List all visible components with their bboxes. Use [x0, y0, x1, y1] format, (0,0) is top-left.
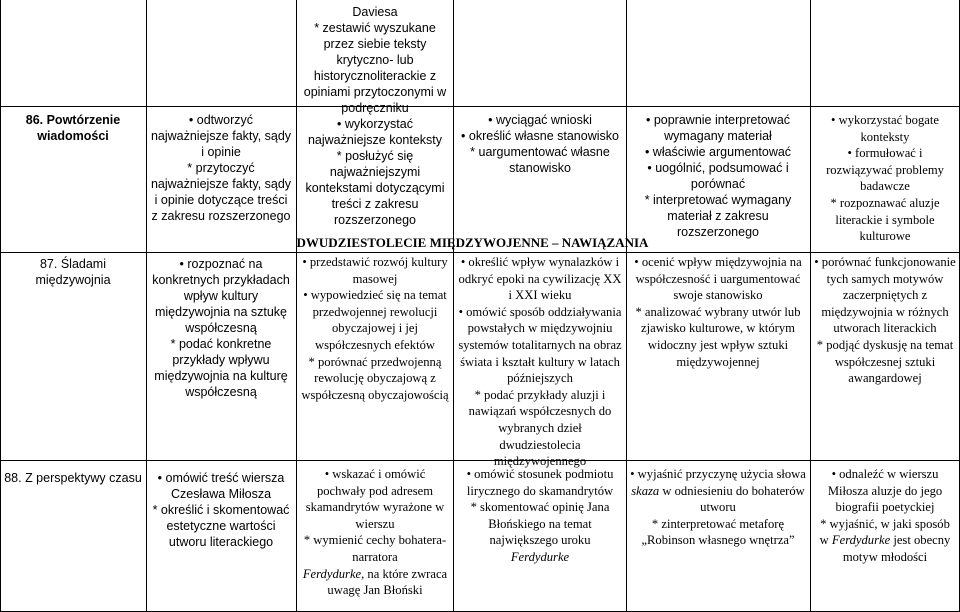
objective-item: [630, 466, 806, 516]
objectives-cell: [630, 254, 806, 370]
objective-item: * podjąć dyskusję na temat współczesnej sztuki awangardowej: [816, 337, 954, 386]
topic-title: 88. Z perspektywy czasu: [4, 471, 142, 485]
objective-item: * porównać przedwojenną rewolucję obyczajową z współczesną obyczajowością: [301, 354, 449, 402]
objective-text: w odniesieniu do bohaterów utworu: [662, 483, 805, 515]
objective-item: • omówić sposób oddziaływania powstałych w międzywojniu systemów totalitarnych na obraz świata i kształt kultury w latach późniejszych: [457, 304, 623, 387]
objective-item: * zestawić wyszukane przez siebie teksty krytyczno- lub historycznoliterackie z opiniami przytoczonymi w podręczniku: [303, 21, 447, 115]
objective-text: jest obecny motyw młodości: [842, 533, 951, 564]
topic-cell: [4, 112, 142, 144]
objective-item: * interpretować wymagany materiał z zakresu rozszerzonego: [644, 193, 792, 239]
objective-item: • porównać funkcjonowanie tych samych motywów zaczerpniętych z międzywojnia w różnych utworach literackich: [814, 254, 956, 337]
book-title: Ferdydurke: [831, 533, 891, 548]
row-divider: [0, 106, 296, 107]
topic-title: 87. Śladami międzywojnia: [35, 257, 111, 287]
objective-item: • poprawnie interpretować wymagany materiał: [630, 112, 806, 144]
column-divider: [296, 0, 297, 612]
column-divider: [0, 0, 1, 612]
objective-item: • odtworzyć najważniejsze fakty, sądy i opinie: [150, 112, 292, 160]
objective-item: [300, 566, 450, 599]
column-divider: [626, 0, 627, 612]
objective-item: • określić własne stanowisko: [457, 128, 623, 144]
objective-item: • odnaleźć w wierszu Miłosza aluzje do jego biografii poetyckiej: [814, 466, 956, 516]
objective-item: • formułować i rozwiązywać problemy badawcze: [814, 145, 956, 195]
objective-item: • wykorzystać bogate konteksty: [814, 112, 956, 145]
objective-item: * zinterpretować metaforę „Robinson własnego wnętrza”: [641, 516, 795, 548]
topic-cell: [4, 470, 142, 486]
objective-item: • przedstawić rozwój kultury masowej: [300, 254, 450, 287]
book-title: Ferdydurke: [510, 549, 570, 564]
objective-item: • właściwie argumentować: [630, 144, 806, 160]
objectives-cell: [814, 466, 956, 566]
objective-item: * skomentować opinię Jana Błońskiego na temat największego uroku: [470, 500, 610, 548]
quoted-word: skaza: [631, 483, 660, 498]
objective-item: • wypowiedzieć się na temat przedwojennej rewolucji obyczajowej i jej współczesnych efektów: [300, 287, 450, 353]
objective-item: * podać konkretne przykłady wpływu międzywojnia na kulturę współczesną: [154, 337, 288, 399]
objectives-cell: [457, 112, 623, 176]
objectives-cell: [814, 254, 956, 387]
objective-item: • wyciągać wnioski: [457, 112, 623, 128]
objectives-cell: [150, 470, 292, 550]
objective-item: • określić wpływ wynalazków i odkryć epoki na cywilizację XX i XXI wieku: [457, 254, 623, 304]
topic-cell: [4, 256, 142, 288]
objective-item: • wskazać i omówić pochwały pod adresem skamandrytów wyrażone w wierszu: [300, 466, 450, 532]
objectives-cell: [150, 256, 292, 400]
row-divider: [0, 252, 960, 253]
objectives-cell: [300, 4, 450, 228]
objective-item: * analizować wybrany utwór lub zjawisko kulturowe, w którym widoczny jest wpływ sztuki międzywojennej: [635, 304, 801, 369]
book-title: Ferdydurke: [302, 566, 362, 581]
column-divider: [810, 0, 811, 612]
objective-item: • omówić stosunek podmiotu lirycznego do skamandrytów: [457, 466, 623, 499]
objectives-cell: [630, 112, 806, 240]
objectives-cell: [300, 254, 450, 403]
objectives-cell: [814, 112, 956, 245]
objective-item: * rozpoznawać aluzje literackie i symbole kulturowe: [830, 195, 940, 244]
objective-item: • omówić treść wiersza Czesława Miłosza: [150, 470, 292, 502]
objective-item: • rozpoznać na konkretnych przykładach wpływ kultury międzywojnia na sztukę współczesną: [150, 256, 292, 336]
column-divider: [453, 0, 454, 612]
column-divider: [146, 0, 147, 612]
objective-item: * posłużyć się najważniejszymi kontekstami dotyczącymi treści z zakresu rozszerzonego: [305, 149, 445, 227]
objective-item: • ocenić wpływ międzywojnia na współczesność i uargumentować swoje stanowisko: [630, 254, 806, 304]
objective-item: • wykorzystać najważniejsze konteksty: [300, 116, 450, 148]
objectives-cell: [457, 466, 623, 566]
objective-item: * określić i skomentować estetyczne wartości utworu literackiego: [152, 503, 290, 549]
objective-item: * uargumentować własne stanowisko: [470, 145, 610, 175]
objective-item: * przytoczyć najważniejsze fakty, sądy i opinie dotyczące treści z zakresu rozszerzonego: [150, 161, 292, 223]
objective-item: • uogólnić, podsumować i porównać: [630, 160, 806, 192]
objectives-cell: [457, 254, 623, 470]
objective-item: [814, 516, 956, 566]
objective-item: * podać przykłady aluzji i nawiązań współczesnych do wybranych dzieł dwudziestolecia międzywojennego: [468, 387, 612, 469]
objectives-cell: [630, 466, 806, 549]
section-heading: DWUDZIESTOLECIE MIĘDZYWOJENNE – NAWIĄZANIA: [296, 235, 649, 250]
objective-text: * wyjaśnić, w jaki sposób w: [819, 516, 950, 548]
objectives-cell: [150, 112, 292, 224]
objective-text: wyjaśnić przyczynę użycia słowa: [637, 467, 806, 481]
objectives-cell: [300, 466, 450, 599]
objective-item: * wymienić cechy bohatera-narratora: [303, 533, 447, 564]
topic-title: 86. Powtórzenie wiadomości: [25, 113, 121, 143]
objective-item: Daviesa: [352, 5, 398, 19]
objective-text: , na które zwraca uwagę Jan Błoński: [327, 566, 448, 598]
